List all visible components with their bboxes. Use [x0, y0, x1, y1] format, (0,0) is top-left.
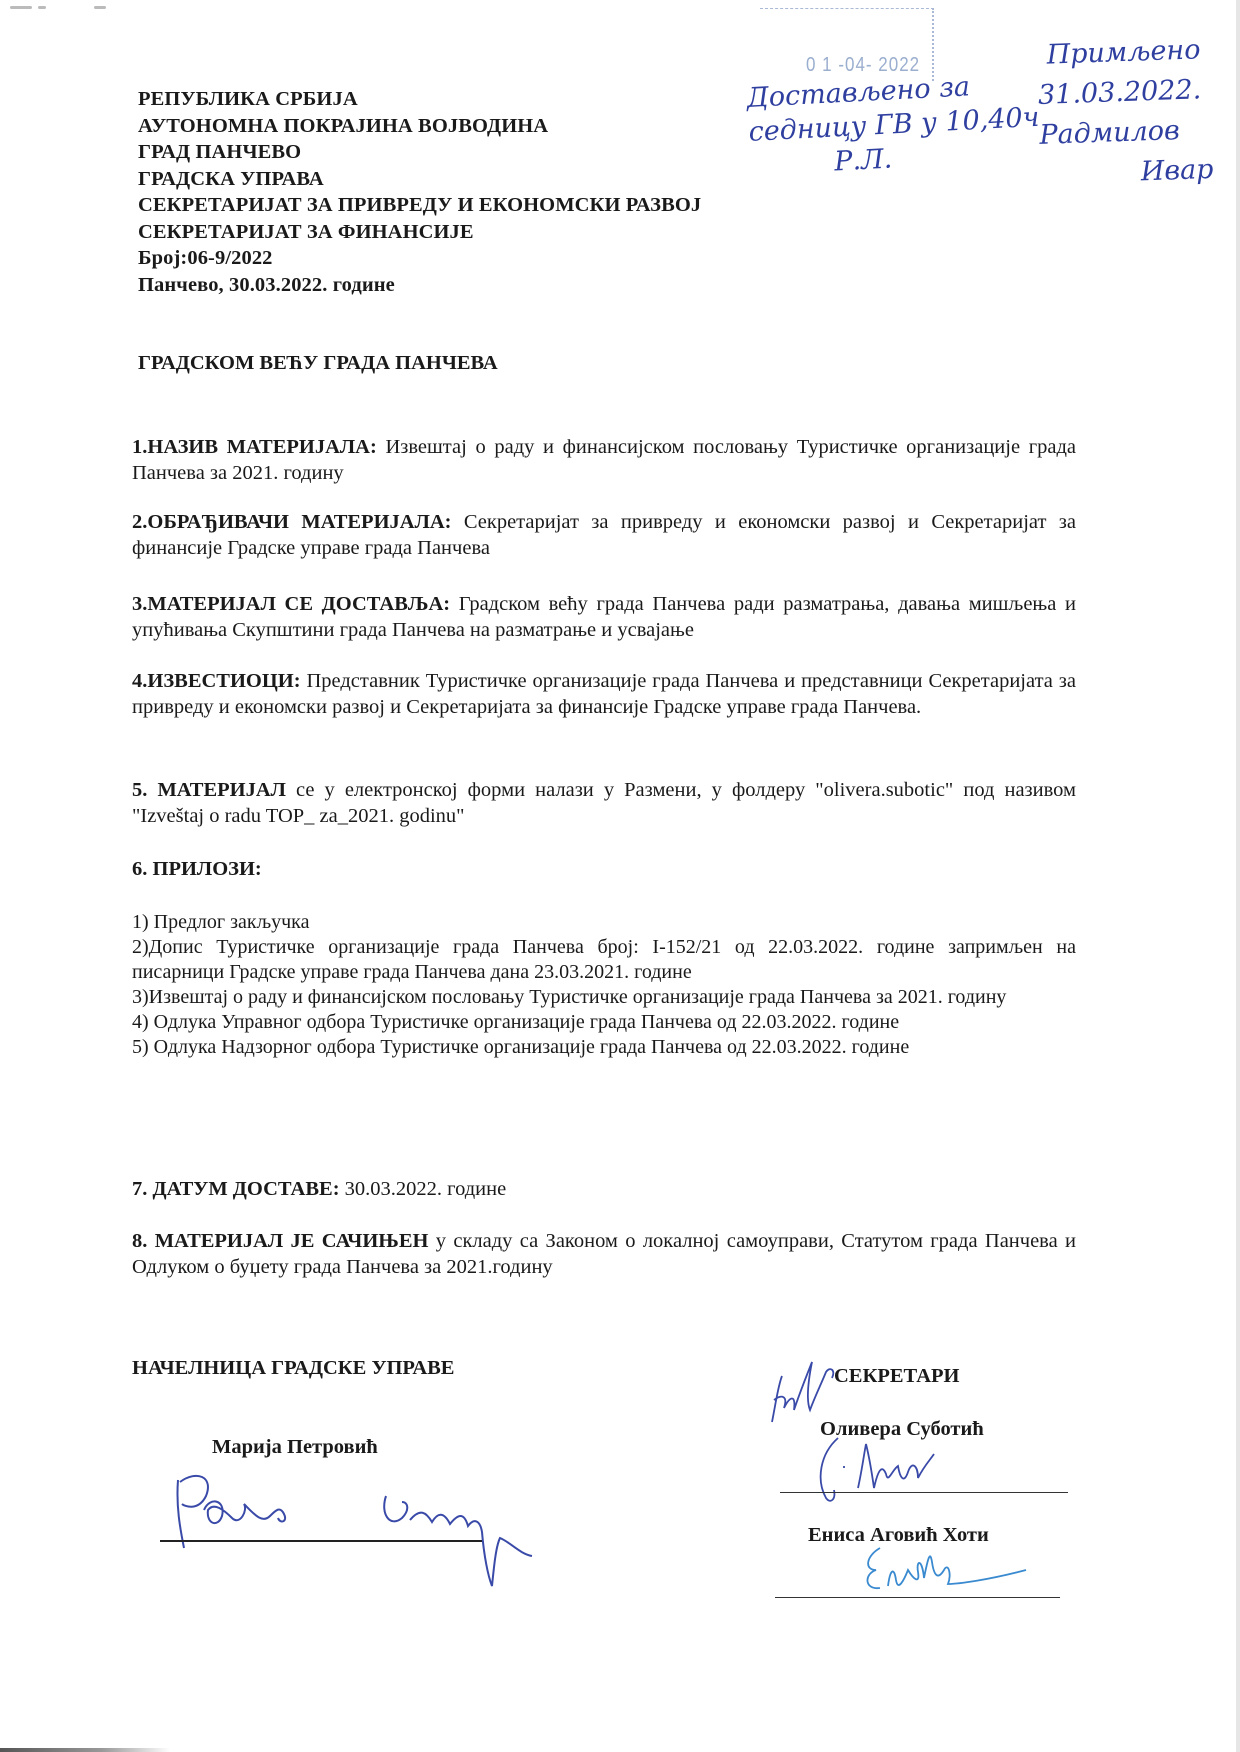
- section-material-delivered: [132, 591, 1076, 643]
- handwritten-line: Радмилов: [1038, 115, 1181, 151]
- document-number: Број:06-9/2022: [138, 247, 273, 269]
- section-label: 4.ИЗВЕСТИОЦИ:: [132, 670, 301, 692]
- letterhead-line: ГРАД ПАНЧЕВО: [138, 141, 302, 163]
- place-and-date: Панчево, 30.03.2022. године: [138, 273, 395, 296]
- page-edge: [1236, 0, 1240, 1752]
- chief-signature-line: [160, 1540, 482, 1542]
- letterhead-line: СЕКРЕТАРИЈАТ ЗА ПРИВРЕДУ И ЕКОНОМСКИ РАЗВОЈ: [138, 194, 702, 216]
- section-text: Извештај о раду и финансијском пословању Туристичке организације града Панчева за 2021. годину: [132, 436, 1076, 484]
- chief-name: Марија Петровић: [212, 1436, 378, 1458]
- handwritten-line: Достављено за: [746, 71, 971, 114]
- handwritten-line: Р.Л.: [833, 143, 893, 178]
- section-label: 8. МАТЕРИЈАЛ ЈЕ САЧИЊЕН: [132, 1230, 429, 1252]
- handwritten-line: 31.03.2022.: [1037, 74, 1202, 111]
- letterhead-line: АУТОНОМНА ПОКРАЈИНА ВОЈВОДИНА: [138, 114, 549, 137]
- attachment-item: 5) Одлука Надзорног одбора Туристичке организације града Панчева од 22.03.2022. године: [132, 1036, 910, 1058]
- handwritten-note-left: [746, 67, 1042, 184]
- section-label: 5. МАТЕРИЈАЛ: [132, 779, 286, 801]
- handwritten-line: Примљено: [1046, 34, 1201, 71]
- section-label: 1.НАЗИВ МАТЕРИЈАЛА:: [132, 436, 377, 458]
- scan-artifact-bottom: [0, 1748, 170, 1752]
- letterhead: [138, 86, 701, 298]
- section-material-name: [132, 434, 1076, 486]
- section-label: 7. ДАТУМ ДОСТАВЕ:: [132, 1178, 340, 1200]
- scan-artifact-top: [10, 6, 110, 14]
- section-text: Секретаријат за привреду и економски развој и Секретаријат за финансије Градске управе града Панчева: [132, 511, 1076, 559]
- attachment-item: 3)Извештај о раду и финансијском пословању Туристичке организације града Панчева за 2021. годину: [132, 986, 1007, 1008]
- letterhead-line: СЕКРЕТАРИЈАТ ЗА ФИНАНСИЈЕ: [138, 220, 474, 243]
- chief-signature: [170, 1466, 570, 1596]
- section-text: Представник Туристичке организације града Панчева и представници Секретаријата за привреду и економски развој и Секретаријата за финансије Градске управе града Панчева.: [132, 670, 1076, 718]
- section-text: 30.03.2022. године: [339, 1178, 507, 1200]
- section-text: се у електронској форми налази у Размени, у фолдеру "olivera.subotic" под називом "Izveštaj o radu TOP_ za_2021. godinu": [132, 779, 1076, 827]
- section-label: 2.ОБРАЂИВАЧИ МАТЕРИЈАЛА:: [132, 511, 452, 533]
- attachments-list: [132, 910, 1076, 1060]
- attachment-item: 2)Допис Туристичке организације града Панчева број: I-152/21 од 22.03.2022. године запримљен на писарници Градске управе града Панчева дана 23.03.2021. године: [132, 936, 1076, 983]
- secretary-name-1: Оливера Суботић: [820, 1418, 984, 1440]
- section-delivery-date: [132, 1176, 1076, 1202]
- section-material-processors: [132, 509, 1076, 561]
- secretary-1-signature: [808, 1430, 1008, 1510]
- handwritten-line: седницу ГВ у 10,40ч: [747, 101, 1041, 148]
- section-label: 3.МАТЕРИЈАЛ СЕ ДОСТАВЉА:: [132, 593, 451, 615]
- handwritten-line: Ивар: [1140, 153, 1214, 188]
- secretary-name-2: Ениса Аговић Хоти: [808, 1524, 989, 1546]
- secretaries-title: СЕКРЕТАРИ: [834, 1365, 960, 1387]
- section-rapporteurs: [132, 668, 1076, 720]
- addressee: ГРАДСКОМ ВЕЋУ ГРАДА ПАНЧЕВА: [138, 352, 498, 374]
- stamp-date: 0 1 -04- 2022: [806, 53, 921, 76]
- handwritten-note-right: [1036, 30, 1214, 196]
- letterhead-line: РЕПУБЛИКА СРБИЈА: [138, 88, 358, 110]
- section-material-location: [132, 777, 1076, 829]
- section-legal-basis: [132, 1228, 1076, 1280]
- section-attachments-heading: 6. ПРИЛОЗИ:: [132, 858, 262, 880]
- attachment-item: 1) Предлог закључка: [132, 911, 310, 933]
- secretary-1-signature-line: [780, 1492, 1068, 1493]
- letterhead-line: ГРАДСКА УПРАВА: [138, 167, 324, 190]
- secretary-2-signature: [858, 1540, 1038, 1600]
- section-text: Градском већу града Панчева ради разматрања, давања мишљења и упућивања Скупштини града Панчева на разматрање и усвајање: [132, 593, 1076, 641]
- attachment-item: 4) Одлука Управног одбора Туристичке организације града Панчева од 22.03.2022. године: [132, 1011, 900, 1033]
- section-text: у складу са Законом о локалној самоуправи, Статутом града Панчева и Одлуком о буџету града Панчева за 2021.годину: [132, 1230, 1076, 1278]
- chief-title: НАЧЕЛНИЦА ГРАДСКЕ УПРАВЕ: [132, 1357, 455, 1379]
- secretary-2-signature-line: [775, 1597, 1060, 1598]
